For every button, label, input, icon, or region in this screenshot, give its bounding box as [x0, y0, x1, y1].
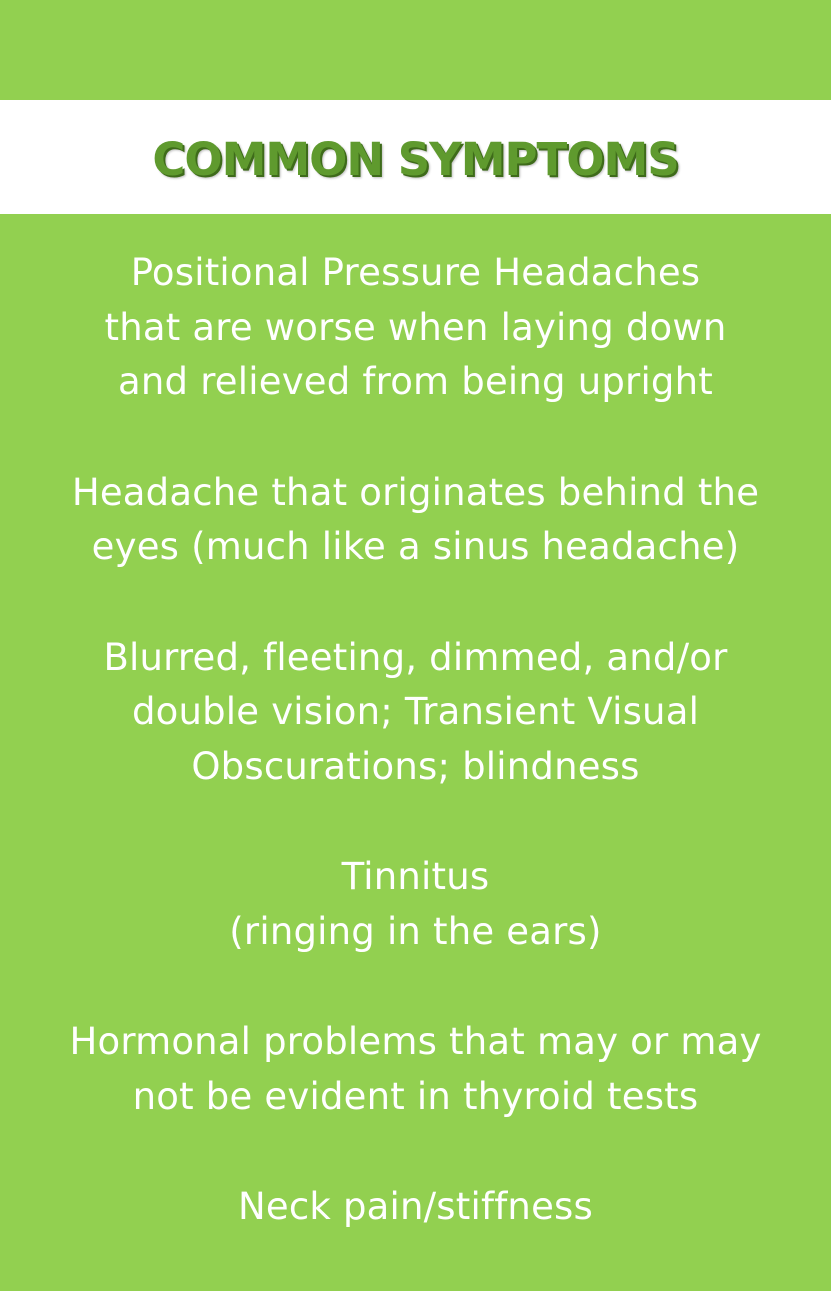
symptom-line: that are worse when laying down — [104, 305, 727, 349]
symptom-list — [0, 246, 831, 1291]
page-title: COMMON SYMPTOMS — [152, 132, 679, 186]
title-banner — [0, 100, 831, 214]
symptom-line: (ringing in the ears) — [229, 909, 602, 953]
symptom-item-positional-headaches — [0, 246, 831, 410]
symptom-line: Neck pain/stiffness — [237, 1185, 593, 1228]
symptom-line: Hormonal problems that may or may — [69, 1020, 762, 1063]
symptom-item-tinnitus — [0, 850, 831, 959]
symptom-line: Headache that originates behind the — [71, 470, 760, 514]
symptom-line: Positional Pressure Headaches — [130, 251, 701, 294]
symptom-item-hormonal — [0, 1015, 831, 1124]
symptom-item-eye-headache — [0, 466, 831, 575]
symptom-line: and relieved from being upright — [118, 360, 713, 403]
symptom-line: eyes (much like a sinus headache) — [91, 525, 740, 568]
symptom-item-neck-pain — [0, 1180, 831, 1235]
symptom-line: Tinnitus — [341, 855, 490, 898]
symptom-line: double vision; Transient Visual — [131, 690, 700, 733]
symptom-line: Obscurations; blindness — [191, 744, 640, 788]
symptom-item-vision — [0, 631, 831, 795]
symptom-line: not be evident in thyroid tests — [132, 1074, 699, 1118]
symptom-line: Blurred, fleeting, dimmed, and/or — [103, 635, 728, 679]
